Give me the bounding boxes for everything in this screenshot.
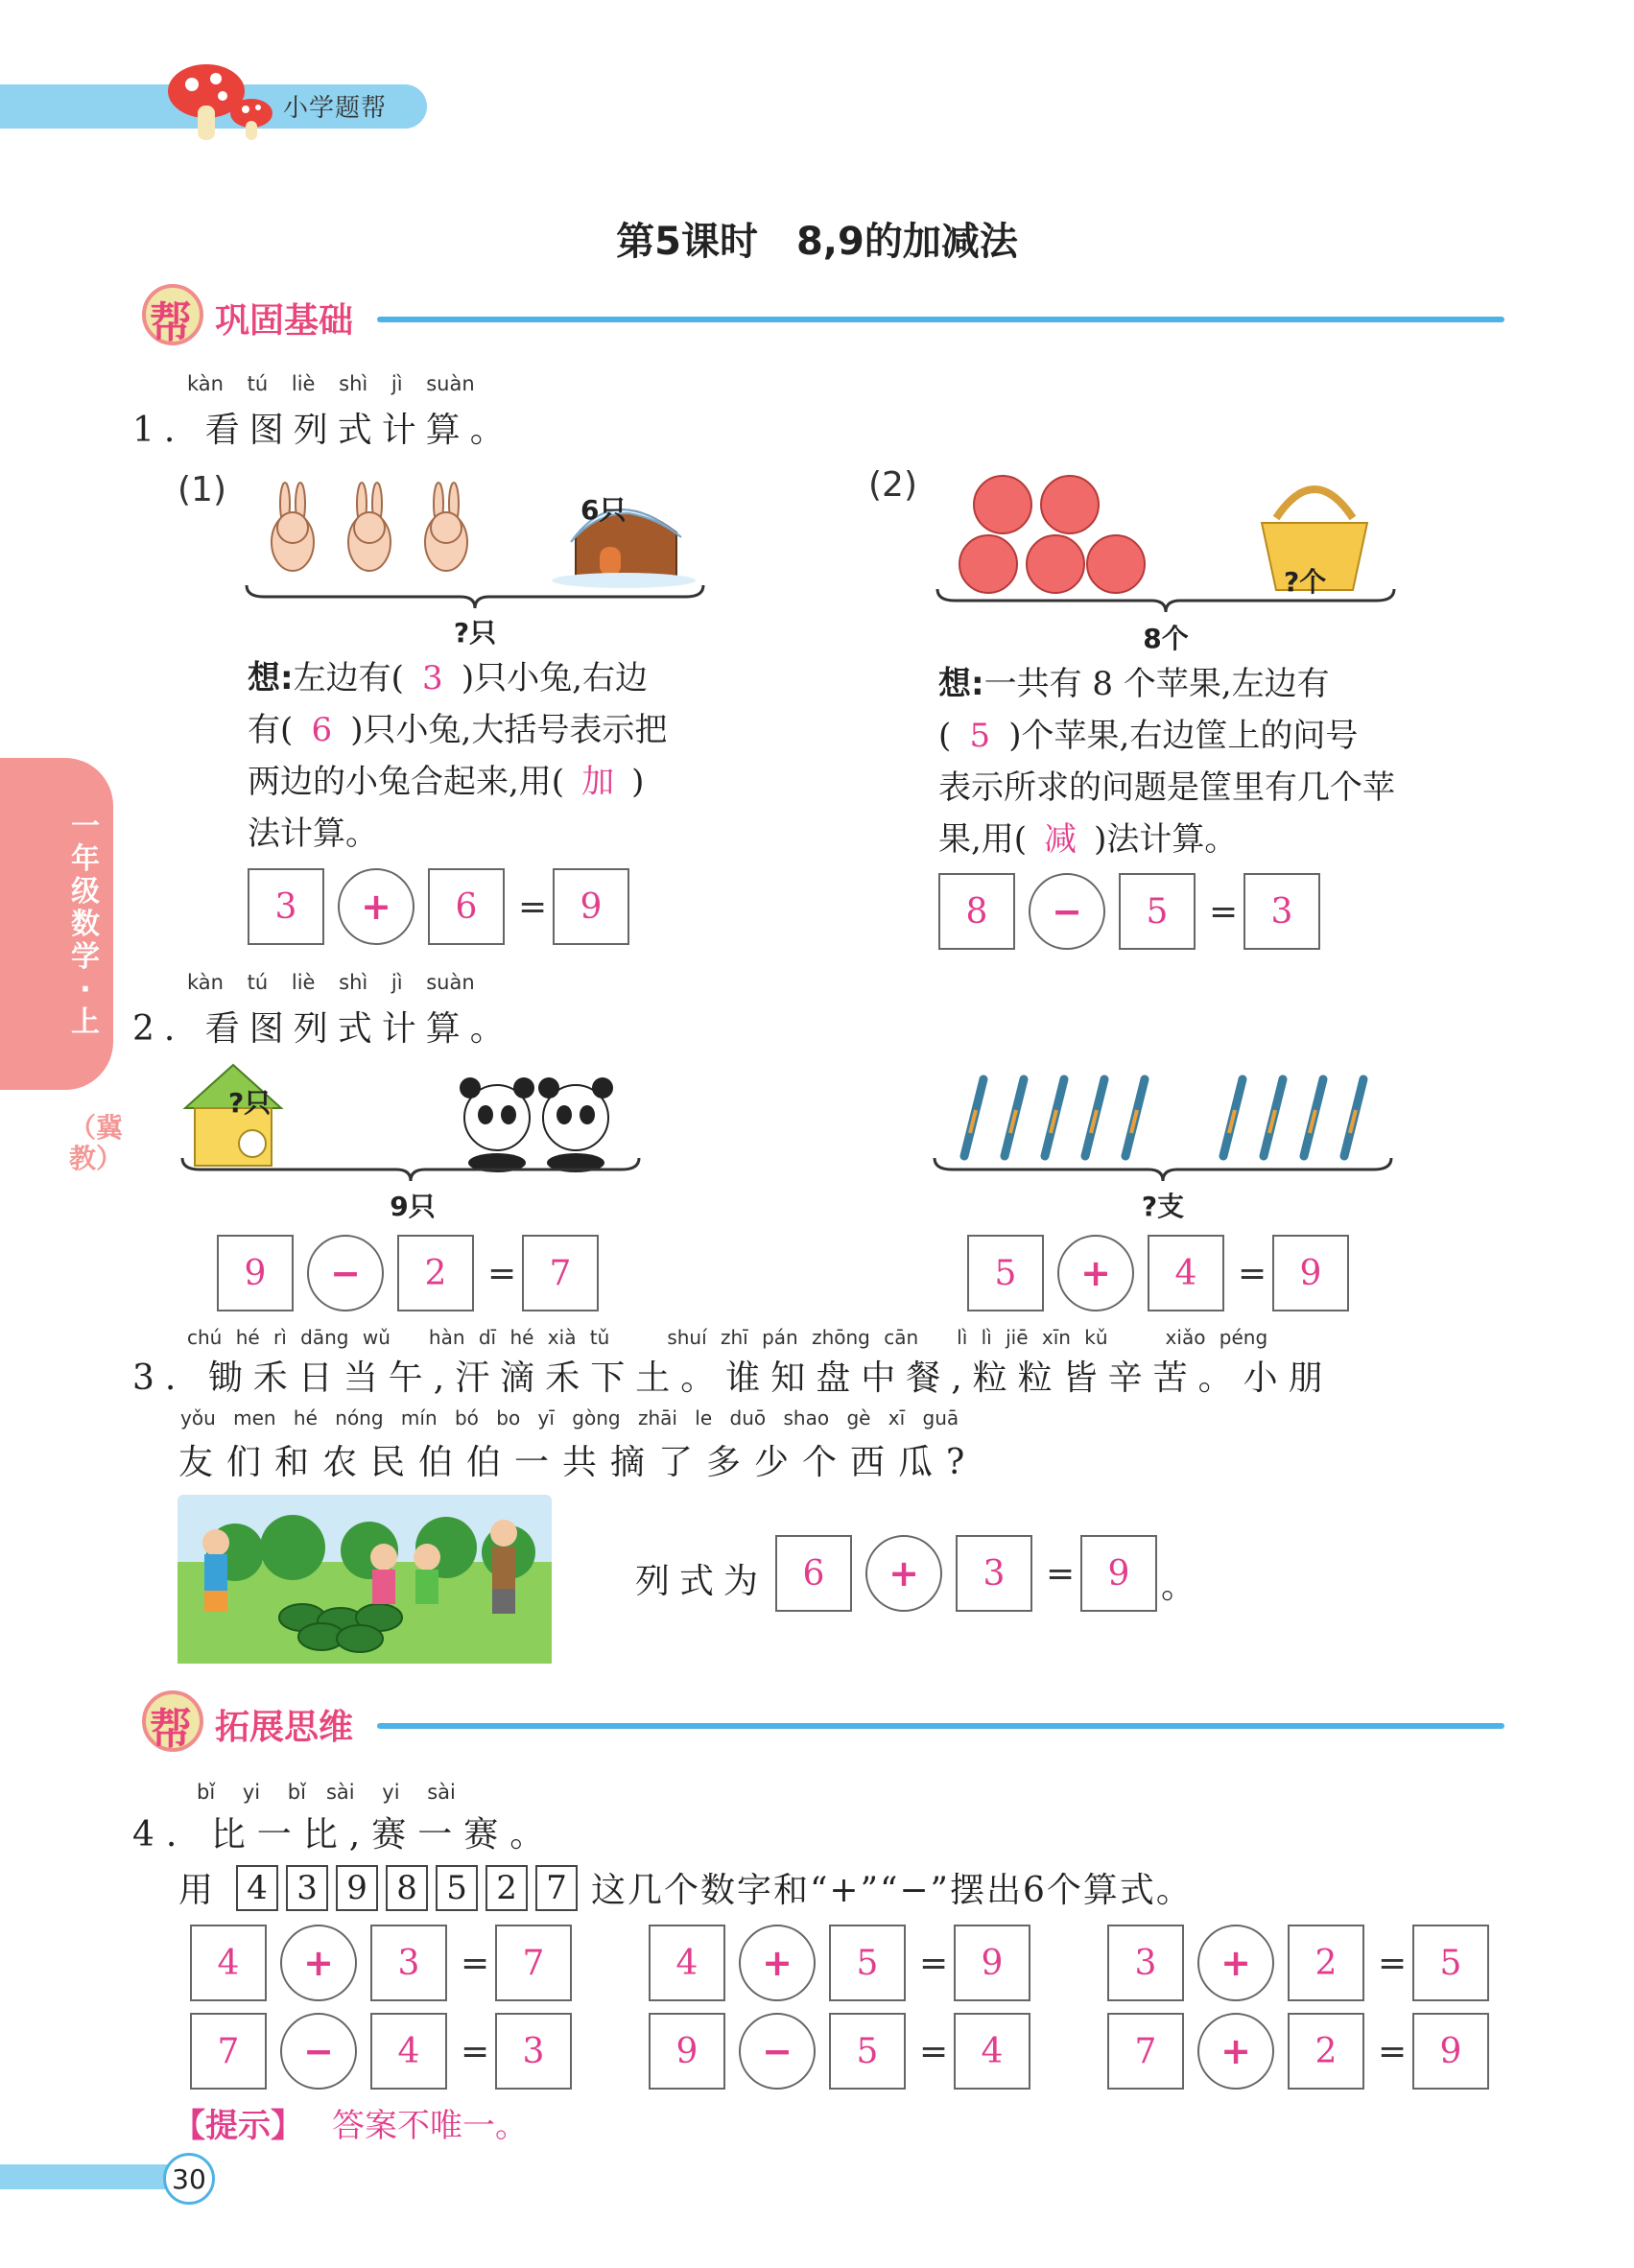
side-tab-edition: （冀教）	[69, 1112, 124, 1174]
brace-icon	[245, 583, 705, 612]
brace-icon	[180, 1156, 641, 1185]
section-title: 拓展思维	[215, 1708, 354, 1747]
brace-label: ?只	[453, 617, 497, 649]
eq-operand: 6	[775, 1535, 852, 1612]
eq-result: 9	[1272, 1235, 1349, 1311]
eq-operand: 9	[649, 2013, 725, 2090]
think-text: 果,用(	[938, 820, 1028, 859]
page-number: 30	[163, 2153, 215, 2205]
q2-text: 2. 看图列式计算。	[132, 1009, 514, 1049]
eq-operand: 5	[829, 2013, 906, 2090]
section-divider	[377, 317, 1504, 322]
eq-operator: −	[307, 1235, 384, 1311]
eq-equals: =	[1238, 1253, 1267, 1293]
q4-pinyin: bǐ yi bǐ sài yi sài	[197, 1781, 456, 1804]
eq-equals: =	[1378, 2031, 1408, 2071]
think-text: )只小兔,大括号表示把	[350, 711, 668, 749]
watermelon-harvest-illustration	[178, 1495, 552, 1664]
eq-equals: =	[1378, 1943, 1408, 1983]
think-head: 想:	[248, 659, 294, 697]
brace-icon	[935, 587, 1396, 616]
q3-lead: 列式为	[635, 1562, 769, 1601]
eq-result: 9	[553, 868, 629, 945]
brand-name: 小学题帮	[283, 94, 388, 123]
think-text: )	[631, 763, 645, 801]
think-text: 一共有 8 个苹果,左边有	[983, 665, 1330, 703]
digit-card: 2	[485, 1865, 528, 1911]
think-text: )个苹果,右边筐上的问号	[1008, 717, 1359, 755]
answer-value: 加	[581, 763, 615, 801]
eq-operand: 3	[956, 1535, 1032, 1612]
q3-text-line2: 友们和农民伯伯一共摘了多少个西瓜?	[178, 1443, 979, 1482]
answer-value: 5	[969, 717, 991, 755]
q2-pinyin: kàn tú liè shì jì suàn	[187, 971, 475, 994]
eq-equals: =	[461, 2031, 490, 2071]
answer-value: 减	[1044, 820, 1077, 859]
q1-part1-equation	[248, 868, 629, 945]
eq-result: 4	[954, 2013, 1030, 2090]
q1-part2-tag: (2)	[868, 465, 917, 505]
eq-operand: 4	[649, 1925, 725, 2001]
section-divider	[377, 1723, 1504, 1729]
eq-result: 3	[1243, 873, 1320, 950]
eq-operator: +	[1057, 1235, 1134, 1311]
eq-result: 7	[495, 1925, 572, 2001]
pencils-illustration	[935, 1070, 1396, 1166]
answer-value: 3	[422, 659, 443, 697]
section-header-extend	[142, 1690, 1504, 1752]
think-text: )只小兔,右边	[461, 659, 648, 697]
q4-equation-3	[1107, 1925, 1489, 2001]
eq-equals: =	[461, 1943, 490, 1983]
eq-operand: 2	[1288, 2013, 1364, 2090]
eq-operator: +	[338, 868, 414, 945]
q1-part1-thinking	[248, 652, 823, 860]
lesson-title: 第5课时 8,9的加减法	[616, 220, 1018, 264]
q1-part2-thinking	[938, 658, 1514, 865]
eq-operand: 4	[190, 1925, 267, 2001]
digit-card: 8	[386, 1865, 428, 1911]
brace-label: 9只	[390, 1191, 436, 1222]
eq-equals: =	[1046, 1553, 1076, 1594]
hint-label: 【提示】	[173, 2107, 303, 2145]
brace-icon	[933, 1156, 1393, 1185]
eq-operand: 3	[248, 868, 324, 945]
mushroom-logo-icon	[163, 58, 288, 144]
eq-operand: 6	[428, 868, 505, 945]
hint-text: 答案不唯一。	[332, 2107, 528, 2145]
side-tab-label: 一年级数学·上	[71, 810, 100, 1039]
eq-equals: =	[1209, 891, 1239, 932]
section-header-basic	[142, 284, 1504, 345]
eq-operator: +	[1197, 2013, 1274, 2090]
eq-operand: 2	[1288, 1925, 1364, 2001]
section-title: 巩固基础	[215, 301, 354, 341]
eq-operator: +	[739, 1925, 816, 2001]
eq-operator: +	[1197, 1925, 1274, 2001]
eq-equals: =	[919, 1943, 949, 1983]
eq-operand: 3	[1107, 1925, 1184, 2001]
think-text: 法计算。	[248, 815, 378, 853]
q3-pinyin-line2: yǒu men hé nóng mín bó bo yī gòng zhāi le duō shao gè xī guā	[180, 1406, 959, 1429]
eq-operand: 5	[1119, 873, 1196, 950]
think-head: 想:	[938, 665, 984, 703]
eq-equals: =	[919, 2031, 949, 2071]
eq-operand: 3	[370, 1925, 447, 2001]
eq-equals: =	[518, 886, 548, 927]
digit-card: 5	[436, 1865, 478, 1911]
q4-instruction	[178, 1863, 1193, 1912]
eq-operand: 9	[217, 1235, 294, 1311]
eq-operator: −	[280, 2013, 357, 2090]
digit-card: 7	[535, 1865, 578, 1911]
think-text: 左边有(	[293, 659, 404, 697]
q4-equation-1	[190, 1925, 572, 2001]
q3-pinyin-line1: chú hé rì dāng wǔ hàn dī hé xià tǔ shuí zhī pán zhōng cān lì lì jiē xīn kǔ xiǎo péng	[187, 1326, 1268, 1349]
eq-operand: 5	[967, 1235, 1044, 1311]
q4-use: 用	[178, 1871, 224, 1910]
eq-result: 9	[1412, 2013, 1489, 2090]
eq-result: 3	[495, 2013, 572, 2090]
digit-card: 3	[286, 1865, 328, 1911]
section-badge-char: 帮	[150, 1705, 192, 1754]
house-label: 6只	[580, 494, 627, 526]
eq-result: 9	[954, 1925, 1030, 2001]
eq-operand: 4	[1148, 1235, 1224, 1311]
think-text: )法计算。	[1094, 820, 1238, 859]
brace-label: 8个	[1143, 623, 1189, 654]
q1-pinyin: kàn tú liè shì jì suàn	[187, 372, 475, 395]
q4-equation-4	[190, 2013, 572, 2090]
q4-text: 4. 比一比,赛一赛。	[132, 1815, 557, 1855]
eq-operand: 8	[938, 873, 1015, 950]
q4-equation-5	[649, 2013, 1030, 2090]
q2-right-equation	[967, 1235, 1349, 1311]
digit-card: 4	[236, 1865, 278, 1911]
section-badge-char: 帮	[150, 298, 192, 347]
brace-label: ?支	[1141, 1191, 1185, 1222]
q4-equation-2	[649, 1925, 1030, 2001]
eq-operator: −	[739, 2013, 816, 2090]
q2-left-equation	[217, 1235, 599, 1311]
eq-result: 5	[1412, 1925, 1489, 2001]
think-text: 两边的小兔合起来,用(	[248, 763, 565, 801]
eq-operand: 4	[370, 2013, 447, 2090]
think-text: 表示所求的问题是筐里有几个苹	[938, 768, 1395, 807]
house-label: ?只	[228, 1087, 272, 1119]
eq-result: 7	[522, 1235, 599, 1311]
hint	[173, 2099, 528, 2146]
q3-equation	[775, 1535, 1157, 1612]
eq-operand: 7	[190, 2013, 267, 2090]
apples-illustration	[945, 470, 1396, 595]
think-text: (	[938, 717, 952, 755]
eq-operand: 2	[397, 1235, 474, 1311]
q4-tail: 这几个数字和“+”“−”摆出6个算式。	[591, 1871, 1193, 1910]
q3-end-mark: 。	[1161, 1567, 1206, 1606]
eq-operand: 5	[829, 1925, 906, 2001]
think-text: 有(	[248, 711, 294, 749]
digit-card: 9	[336, 1865, 378, 1911]
q1-text: 1. 看图列式计算。	[132, 411, 514, 450]
eq-operator: −	[1029, 873, 1105, 950]
answer-value: 6	[311, 711, 333, 749]
q1-part1-tag: (1)	[178, 470, 226, 509]
q1-part2-equation	[938, 873, 1320, 950]
footer-bar	[0, 2164, 173, 2189]
q4-equation-6	[1107, 2013, 1489, 2090]
eq-equals: =	[487, 1253, 517, 1293]
basket-label: ?个	[1284, 566, 1327, 598]
eq-operand: 7	[1107, 2013, 1184, 2090]
eq-operator: +	[865, 1535, 942, 1612]
eq-operator: +	[280, 1925, 357, 2001]
eq-result: 9	[1080, 1535, 1157, 1612]
q3-text-line1: 3. 锄禾日当午,汗滴禾下土。谁知盘中餐,粒粒皆辛苦。小朋	[132, 1358, 1334, 1398]
